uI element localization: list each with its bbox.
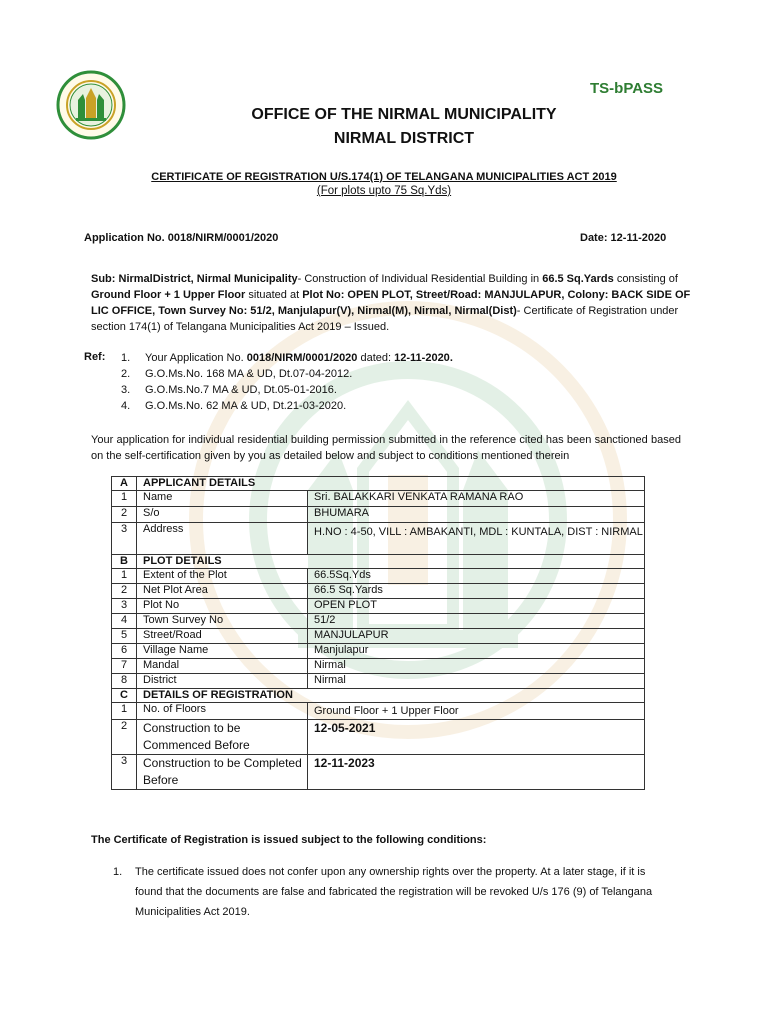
subject-part: - Certificate of Registration under section 174(1) of Telangana Municipalities Act 2019 – Issued.: [91, 305, 679, 333]
table-row: [112, 720, 645, 755]
row-value: BHUMARA: [308, 507, 645, 523]
details-table: [111, 476, 645, 790]
table-row: [112, 523, 645, 555]
section-key: A: [112, 477, 137, 491]
table-row: [112, 674, 645, 689]
row-label: Address: [137, 523, 308, 555]
reference-list: [121, 350, 453, 414]
table-row: [112, 755, 645, 790]
row-value: 66.5Sq.Yds: [308, 569, 645, 584]
row-number: 1: [112, 569, 137, 584]
row-number: 6: [112, 644, 137, 659]
condition-text: The certificate issued does not confer upon any ownership rights over the property. At a later stage, if it is found that the documents are false and fabricated the registration will be revoked U/s 176 (9) of Telangana Municipalities Act 2019.: [135, 866, 653, 918]
reference-text: G.O.Ms.No. 168 MA & UD, Dt.07-04-2012.: [145, 368, 353, 380]
row-value: Nirmal: [308, 674, 645, 689]
row-value: Sri. BALAKKARI VENKATA RAMANA RAO: [308, 491, 645, 507]
section-title: PLOT DETAILS: [137, 555, 645, 569]
table-row: [112, 507, 645, 523]
row-value: 12-11-2023: [308, 755, 645, 790]
row-value: 12-05-2021: [308, 720, 645, 755]
section-header-row: [112, 689, 645, 703]
conditions-list: [113, 862, 665, 922]
reference-item: [121, 382, 453, 398]
subject-part: - Construction of Individual Residential Building in: [297, 273, 540, 285]
section-title: APPLICANT DETAILS: [137, 477, 645, 491]
row-number: 2: [112, 507, 137, 523]
table-row: [112, 584, 645, 599]
row-value: Ground Floor + 1 Upper Floor: [308, 703, 645, 720]
table-row: [112, 644, 645, 659]
row-number: 3: [112, 755, 137, 790]
row-label: Street/Road: [137, 629, 308, 644]
row-value: MANJULAPUR: [308, 629, 645, 644]
reference-text: G.O.Ms.No. 62 MA & UD, Dt.21-03-2020.: [145, 400, 347, 412]
subject-part: Plot No: OPEN PLOT, Street/Road: MANJULAPUR, Colony: BACK SIDE OF LIC OFFICE, Town Survey No: 51/2, Manjulapur(V), Nirmal(M), Nirmal, Nirmal(Dist): [91, 289, 691, 317]
section-title: DETAILS OF REGISTRATION: [137, 689, 645, 703]
table-row: [112, 614, 645, 629]
row-label: Village Name: [137, 644, 308, 659]
section-header-row: [112, 555, 645, 569]
row-label: Plot No: [137, 599, 308, 614]
conditions-heading: The Certificate of Registration is issued subject to the following conditions:: [91, 834, 487, 846]
row-value: Nirmal: [308, 659, 645, 674]
certificate-heading: CERTIFICATE OF REGISTRATION U/S.174(1) OF TELANGANA MUNICIPALITIES ACT 2019: [151, 171, 617, 183]
subject-part: Nirmal Municipality: [196, 273, 298, 285]
row-label: S/o: [137, 507, 308, 523]
row-label: Mandal: [137, 659, 308, 674]
row-value: OPEN PLOT: [308, 599, 645, 614]
row-label: No. of Floors: [137, 703, 308, 720]
table-row: [112, 703, 645, 720]
subject-paragraph: [91, 271, 691, 335]
condition-number: 1.: [113, 866, 123, 878]
reference-number: 2.: [121, 368, 131, 380]
row-number: 3: [112, 599, 137, 614]
row-number: 4: [112, 614, 137, 629]
table-row: [112, 659, 645, 674]
subject-part: Ground Floor + 1 Upper Floor: [91, 289, 246, 301]
intro-paragraph: Your application for individual residential building permission submitted in the reference cited has been sanctioned based on the self-certification given by you as detailed below and subject to conditions mentioned therein: [91, 434, 681, 462]
row-value: Manjulapur: [308, 644, 645, 659]
row-number: 8: [112, 674, 137, 689]
subject-part: situated at: [248, 289, 300, 301]
table-row: [112, 599, 645, 614]
row-value: H.NO : 4-50, VILL : AMBAKANTI, MDL : KUNTALA, DIST : NIRMAL: [308, 523, 645, 555]
row-number: 2: [112, 720, 137, 755]
row-value: 66.5 Sq.Yards: [308, 584, 645, 599]
table-row: [112, 569, 645, 584]
application-date: Date: 12-11-2020: [580, 232, 667, 244]
row-number: 1: [112, 703, 137, 720]
reference-text: Your Application No. 0018/NIRM/0001/2020 dated: 12-11-2020.: [145, 352, 453, 364]
subject-part: Sub: NirmalDistrict,: [91, 273, 194, 285]
row-label: Name: [137, 491, 308, 507]
certificate-subheading: (For plots upto 75 Sq.Yds): [316, 185, 452, 197]
reference-item: [121, 366, 453, 382]
row-label: Extent of the Plot: [137, 569, 308, 584]
subject-part: consisting of: [616, 273, 678, 285]
office-title: OFFICE OF THE NIRMAL MUNICIPALITY: [251, 106, 557, 123]
application-number: Application No. 0018/NIRM/0001/2020: [84, 232, 279, 244]
row-label: Construction to be Completed Before: [137, 755, 308, 790]
section-header-row: [112, 477, 645, 491]
row-label: Town Survey No: [137, 614, 308, 629]
row-number: 2: [112, 584, 137, 599]
section-key: C: [112, 689, 137, 703]
row-label: District: [137, 674, 308, 689]
row-number: 5: [112, 629, 137, 644]
district-title: NIRMAL DISTRICT: [333, 130, 475, 147]
reference-number: 3.: [121, 384, 131, 396]
condition-item: [113, 862, 665, 922]
table-row: [112, 491, 645, 507]
row-number: 1: [112, 491, 137, 507]
reference-item: [121, 350, 453, 366]
ref-label: Ref:: [84, 351, 106, 363]
reference-item: [121, 398, 453, 414]
row-value: 51/2: [308, 614, 645, 629]
subject-part: 66.5 Sq.Yards: [542, 273, 614, 285]
table-row: [112, 629, 645, 644]
section-key: B: [112, 555, 137, 569]
ts-bpass-brand: TS-bPASS: [590, 80, 664, 97]
row-label: Construction to be Commenced Before: [137, 720, 308, 755]
row-number: 3: [112, 523, 137, 555]
reference-number: 1.: [121, 352, 131, 364]
reference-text: G.O.Ms.No.7 MA & UD, Dt.05-01-2016.: [145, 384, 337, 396]
row-number: 7: [112, 659, 137, 674]
row-label: Net Plot Area: [137, 584, 308, 599]
reference-number: 4.: [121, 400, 131, 412]
